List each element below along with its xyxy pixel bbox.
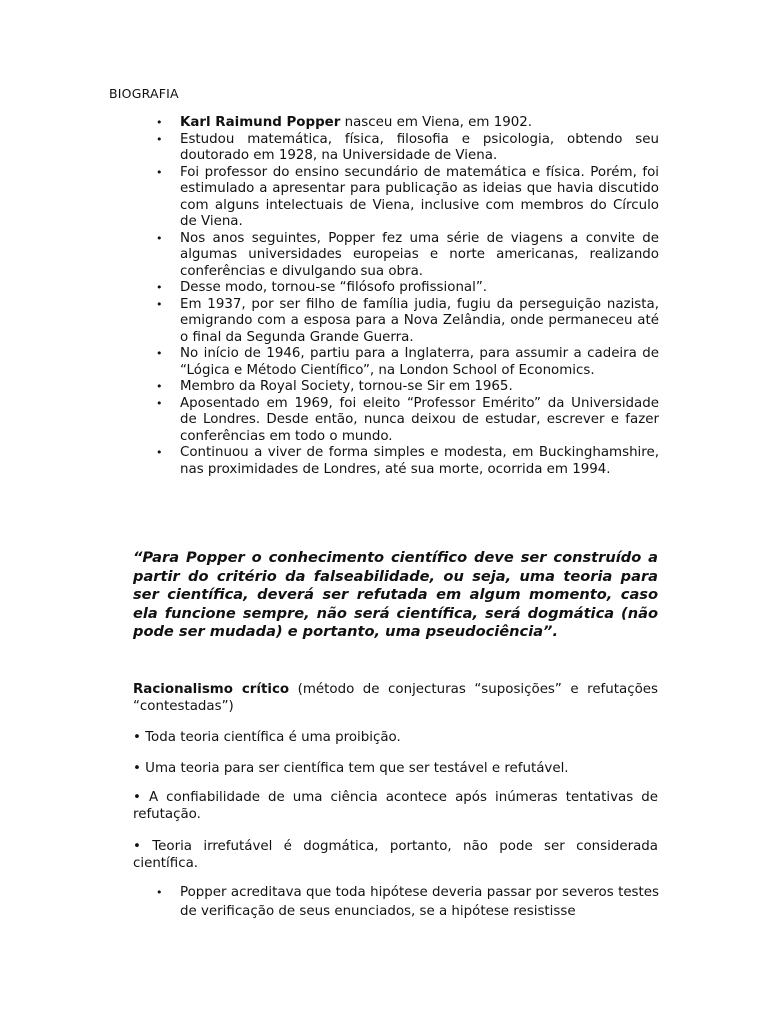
biografia-list: [156, 115, 659, 478]
racionalismo-title: Racionalismo crítico: [133, 682, 290, 697]
list-item-text: nasceu em Viena, em 1902.: [340, 115, 533, 130]
popper-name: Karl Raimund Popper: [180, 115, 341, 130]
list-item: • Popper acreditava que toda hipótese deveria passar por severos testes de verificação de seus enunciados, se a hipótese resistisse: [156, 884, 659, 921]
list-item: • Membro da Royal Society, tornou-se Sir em 1965.: [156, 379, 659, 396]
biografia-heading: BIOGRAFIA: [109, 86, 179, 101]
list-item: • Aposentado em 1969, foi eleito “Professor Emérito” da Universidade de Londres. Desde então, nunca deixou de estudar, escrever e fazer conferências em todo o mundo.: [156, 396, 659, 446]
point-3: • A confiabilidade de uma ciência acontece após inúmeras tentativas de refutação.: [133, 790, 658, 822]
point-1: • Toda teoria científica é uma proibição.: [133, 730, 401, 745]
racionalismo-subtitle: (método de conjecturas “suposições” e refutações “contestadas”): [133, 682, 658, 714]
list-item: • Em 1937, por ser filho de família judia, fugiu da perseguição nazista, emigrando com a esposa para a Nova Zelândia, onde permaneceu até o final da Segunda Grande Guerra.: [156, 297, 659, 347]
list-item: • Estudou matemática, física, filosofia e psicologia, obtendo seu doutorado em 1928, na Universidade de Viena.: [156, 132, 659, 165]
popper-hypothesis-list: [156, 884, 659, 921]
point-2: • Uma teoria para ser científica tem que ser testável e refutável.: [133, 761, 569, 776]
point-4: • Teoria irrefutável é dogmática, portanto, não pode ser considerada científica.: [133, 839, 658, 871]
list-item: • No início de 1946, partiu para a Inglaterra, para assumir a cadeira de “Lógica e Método Científico”, na London School of Economics.: [156, 346, 659, 379]
list-item: [156, 115, 659, 132]
list-item: • Desse modo, tornou-se “filósofo profissional”.: [156, 280, 659, 297]
popper-quote: “Para Popper o conhecimento científico deve ser construído a partir do critério da falseabilidade, ou seja, uma teoria para ser científica, deverá ser refutada em algum momento, caso ela funcione sempre, não será científica, será dogmática (não pode ser mudada) e portanto, uma pseudociência”.: [133, 549, 658, 640]
racionalismo-paragraph: [133, 682, 658, 715]
list-item: • Continuou a viver de forma simples e modesta, em Buckinghamshire, nas proximidades de Londres, até sua morte, ocorrida em 1994.: [156, 445, 659, 478]
list-item: • Nos anos seguintes, Popper fez uma série de viagens a convite de algumas universidades europeias e norte americanas, realizando conferências e divulgando sua obra.: [156, 231, 659, 281]
list-item: • Foi professor do ensino secundário de matemática e física. Porém, foi estimulado a apresentar para publicação as ideias que havia discutido com alguns intelectuais de Viena, inclusive com membros do Círculo de Viena.: [156, 165, 659, 231]
